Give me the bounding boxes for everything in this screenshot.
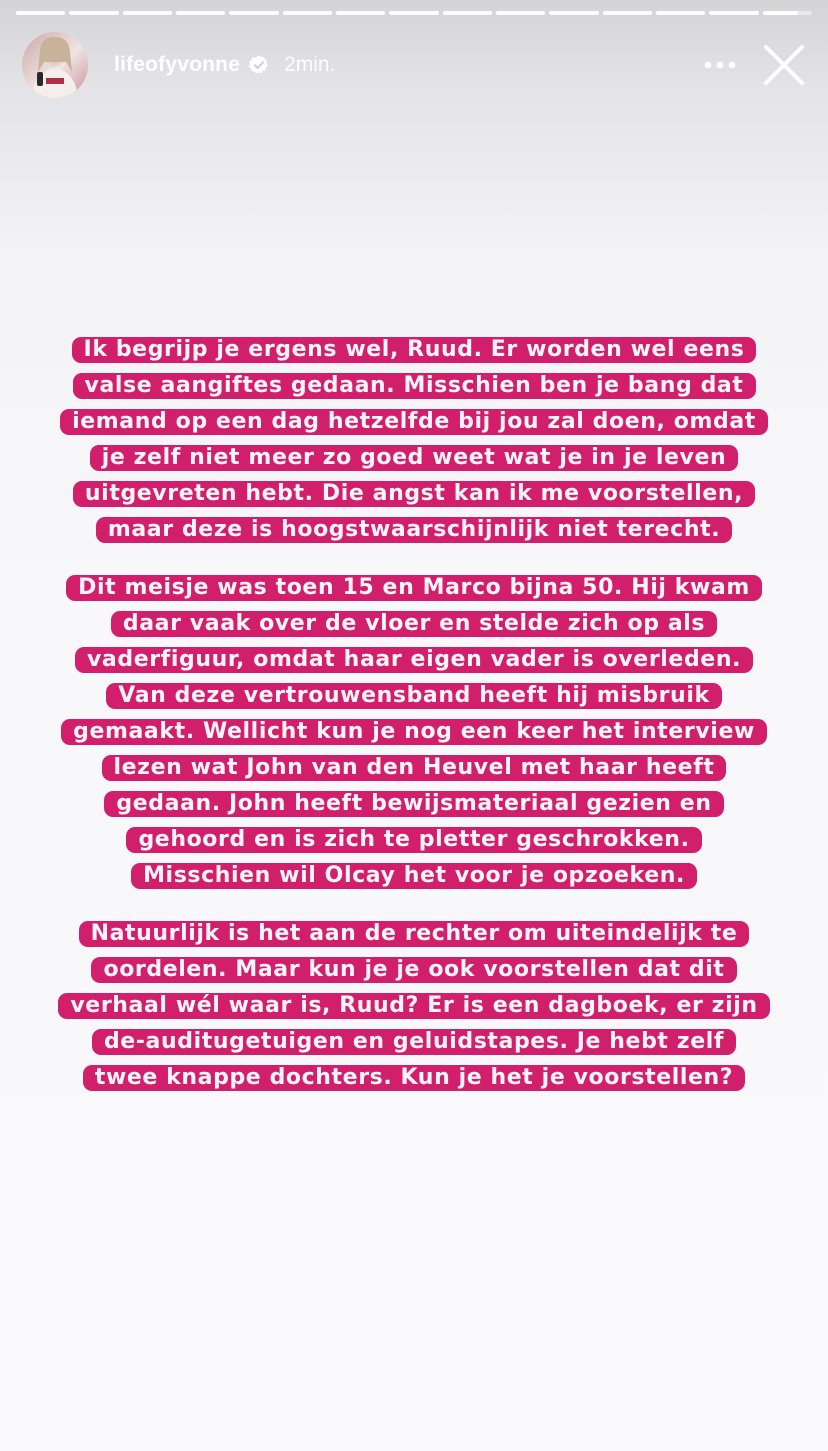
text-line: [0, 570, 828, 606]
text-line-label: gemaakt. Wellicht kun je nog een keer het interview: [61, 719, 767, 745]
text-line-label: iemand op een dag hetzelfde bij jou zal doen, omdat: [60, 409, 768, 435]
more-horizontal-icon[interactable]: [700, 45, 740, 85]
text-block: [0, 916, 828, 1096]
text-line: [0, 1060, 828, 1096]
text-line: [0, 404, 828, 440]
text-line-label: Misschien wil Olcay het voor je opzoeken.: [131, 863, 697, 889]
progress-segment: [389, 11, 438, 15]
progress-segment: [496, 11, 545, 15]
text-line: [0, 678, 828, 714]
progress-segment: [549, 11, 598, 15]
text-line: [0, 440, 828, 476]
text-line-label: Ik begrijp je ergens wel, Ruud. Er worden wel eens: [72, 337, 757, 363]
progress-segment: [763, 11, 812, 15]
text-line: [0, 512, 828, 548]
text-line-label: lezen wat John van den Heuvel met haar heeft: [102, 755, 727, 781]
story-text-overlay: [0, 332, 828, 1118]
progress-segment: [709, 11, 758, 15]
text-line: [0, 476, 828, 512]
text-line-label: Natuurlijk is het aan de rechter om uiteindelijk te: [79, 921, 750, 947]
text-line: [0, 858, 828, 894]
progress-segment: [283, 11, 332, 15]
progress-segment: [229, 11, 278, 15]
text-line-label: Dit meisje was toen 15 en Marco bijna 50. Hij kwam: [66, 575, 762, 601]
text-line-label: gedaan. John heeft bewijsmateriaal gezien en: [104, 791, 723, 817]
text-line: [0, 988, 828, 1024]
close-icon[interactable]: [762, 43, 806, 87]
username[interactable]: lifeofyvonne: [114, 53, 241, 76]
text-line-label: oordelen. Maar kun je je ook voorstellen dat dit: [91, 957, 736, 983]
text-block: [0, 332, 828, 548]
text-line: [0, 642, 828, 678]
text-line-label: verhaal wél waar is, Ruud? Er is een dagboek, er zijn: [58, 993, 769, 1019]
text-line: [0, 750, 828, 786]
progress-segment: [16, 11, 65, 15]
text-line-label: twee knappe dochters. Kun je het je voorstellen?: [83, 1065, 745, 1091]
text-line: [0, 368, 828, 404]
text-line: [0, 822, 828, 858]
progress-segment: [443, 11, 492, 15]
progress-segment: [176, 11, 225, 15]
text-line: [0, 952, 828, 988]
text-line-label: valse aangiftes gedaan. Misschien ben je bang dat: [73, 373, 756, 399]
story-header: [22, 30, 814, 100]
text-line: [0, 786, 828, 822]
text-line: [0, 332, 828, 368]
text-line: [0, 714, 828, 750]
text-block: [0, 570, 828, 894]
progress-segment: [336, 11, 385, 15]
text-line-label: je zelf niet meer zo goed weet wat je in je leven: [90, 445, 739, 471]
post-time: 2min.: [284, 53, 336, 76]
text-line-label: uitgevreten hebt. Die angst kan ik me voorstellen,: [73, 481, 755, 507]
progress-segment: [69, 11, 118, 15]
text-line-label: maar deze is hoogstwaarschijnlijk niet terecht.: [96, 517, 732, 543]
story-progress-bar: [16, 11, 812, 15]
progress-segment: [656, 11, 705, 15]
text-line-label: daar vaak over de vloer en stelde zich op als: [111, 611, 717, 637]
avatar[interactable]: [22, 32, 88, 98]
text-line-label: vaderfiguur, omdat haar eigen vader is overleden.: [75, 647, 753, 673]
text-line-label: de-auditugetuigen en geluidstapes. Je hebt zelf: [92, 1029, 736, 1055]
text-line: [0, 606, 828, 642]
progress-segment: [603, 11, 652, 15]
text-line: [0, 916, 828, 952]
text-line-label: Van deze vertrouwensband heeft hij misbruik: [106, 683, 721, 709]
text-line: [0, 1024, 828, 1060]
text-line-label: gehoord en is zich te pletter geschrokken.: [126, 827, 701, 853]
verified-badge-icon: [248, 54, 270, 76]
progress-segment: [123, 11, 172, 15]
